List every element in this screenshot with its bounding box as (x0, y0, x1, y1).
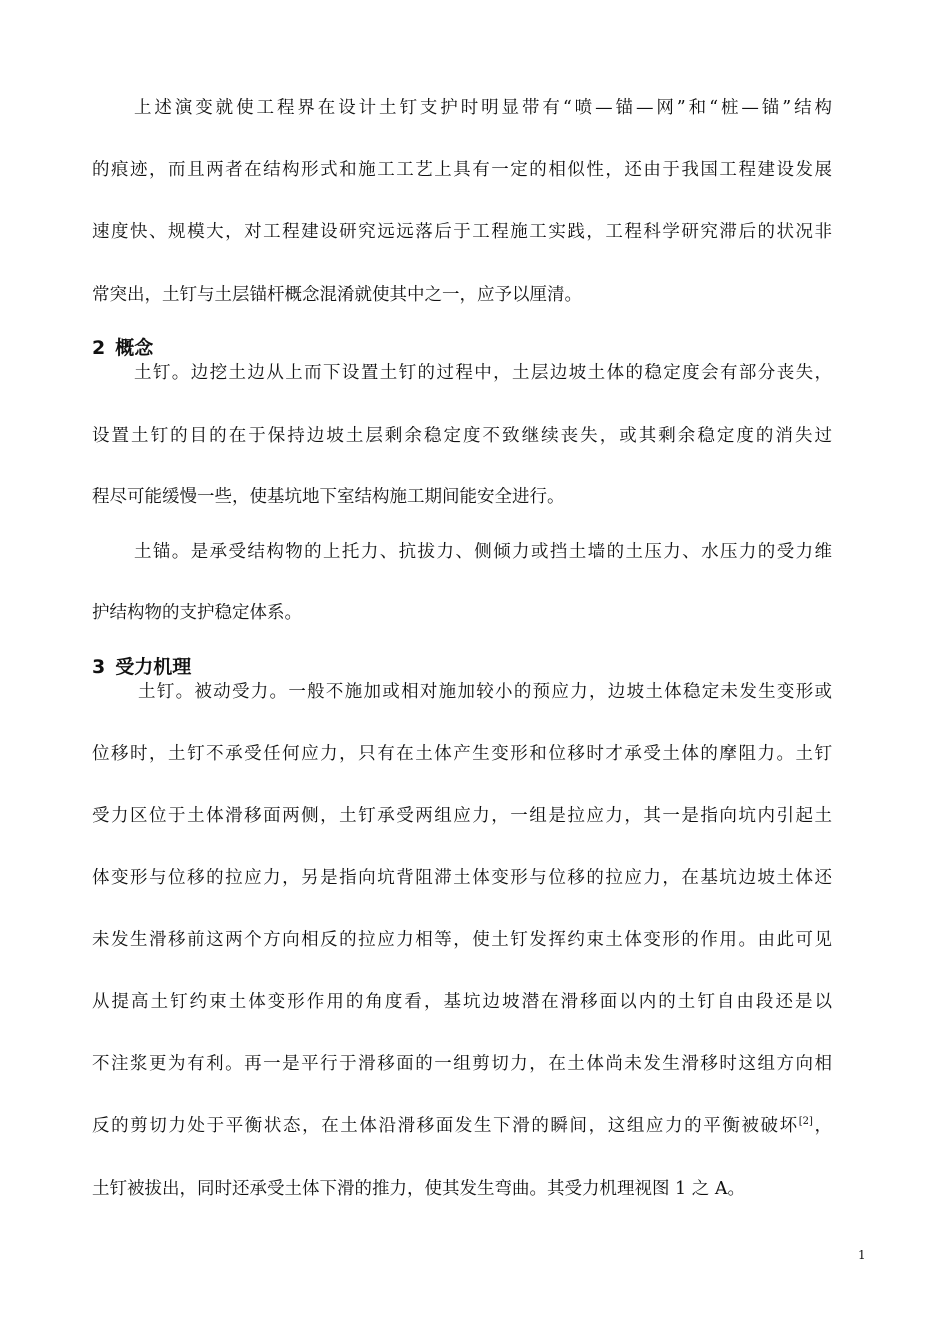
section-title: 概念 (115, 337, 154, 359)
paragraph-line: 受力区位于土体滑移面两侧，土钉承受两组应力，一组是拉应力，其一是指向坑内引起土 (92, 806, 832, 826)
paragraph-text: 反的剪切力处于平衡状态，在土体沿滑移面发生下滑的瞬间，这组应力的平衡被破坏 (92, 1116, 799, 1136)
paragraph-line: 护结构物的支护稳定体系。 (92, 603, 302, 623)
paragraph-line: 土锚。是承受结构物的上托力、抗拔力、侧倾力或挡土墙的土压力、水压力的受力维 (134, 542, 832, 562)
paragraph-line: 土钉被拔出，同时还承受土体下滑的推力，使其发生弯曲。其受力机理视图 1 之 A。 (92, 1179, 745, 1199)
paragraph-line: 体变形与位移的拉应力，另是指向坑背阻滞土体变形与位移的拉应力，在基坑边坡土体还 (92, 868, 832, 888)
paragraph-line: 上述演变就使工程界在设计土钉支护时明显带有“喷—锚—网”和“桩—锚”结构 (134, 98, 832, 118)
paragraph-line: 设置土钉的目的在于保持边坡土层剩余稳定度不致继续丧失，或其剩余稳定度的消失过 (92, 426, 832, 446)
paragraph-text: ， (812, 1116, 833, 1136)
citation-marker: [2] (798, 1116, 813, 1127)
paragraph-line: 不注浆更为有利。再一是平行于滑移面的一组剪切力，在土体尚未发生滑移时这组方向相 (92, 1054, 832, 1074)
paragraph-line: 未发生滑移前这两个方向相反的拉应力相等，使土钉发挥约束土体变形的作用。由此可见 (92, 930, 832, 950)
section-title: 受力机理 (115, 656, 192, 678)
paragraph-line: 从提高土钉约束土体变形作用的角度看，基坑边坡潜在滑移面以内的土钉自由段还是以 (92, 992, 832, 1012)
paragraph-line: 速度快、规模大，对工程建设研究远远落后于工程施工实践，工程科学研究滞后的状况非 (92, 222, 832, 242)
paragraph-line: 常突出，土钉与土层锚杆概念混淆就使其中之一，应予以厘清。 (92, 285, 582, 305)
paragraph-line-with-citation (92, 1114, 832, 1138)
section-heading-mechanism (92, 655, 191, 679)
paragraph-line: 土钉。被动受力。一般不施加或相对施加较小的预应力，边坡土体稳定未发生变形或 (138, 682, 832, 702)
page-number: 1 (858, 1248, 866, 1262)
paragraph-line: 位移时，土钉不承受任何应力，只有在土体产生变形和位移时才承受土体的摩阻力。土钉 (92, 744, 832, 764)
section-heading-concept (92, 336, 153, 360)
section-number: 3 (92, 656, 106, 678)
paragraph-line: 土钉。边挖土边从上而下设置土钉的过程中，土层边坡土体的稳定度会有部分丧失， (134, 363, 832, 383)
paragraph-line: 的痕迹，而且两者在结构形式和施工工艺上具有一定的相似性，还由于我国工程建设发展 (92, 160, 832, 180)
paragraph-line: 程尽可能缓慢一些，使基坑地下室结构施工期间能安全进行。 (92, 487, 565, 507)
section-number: 2 (92, 337, 106, 359)
